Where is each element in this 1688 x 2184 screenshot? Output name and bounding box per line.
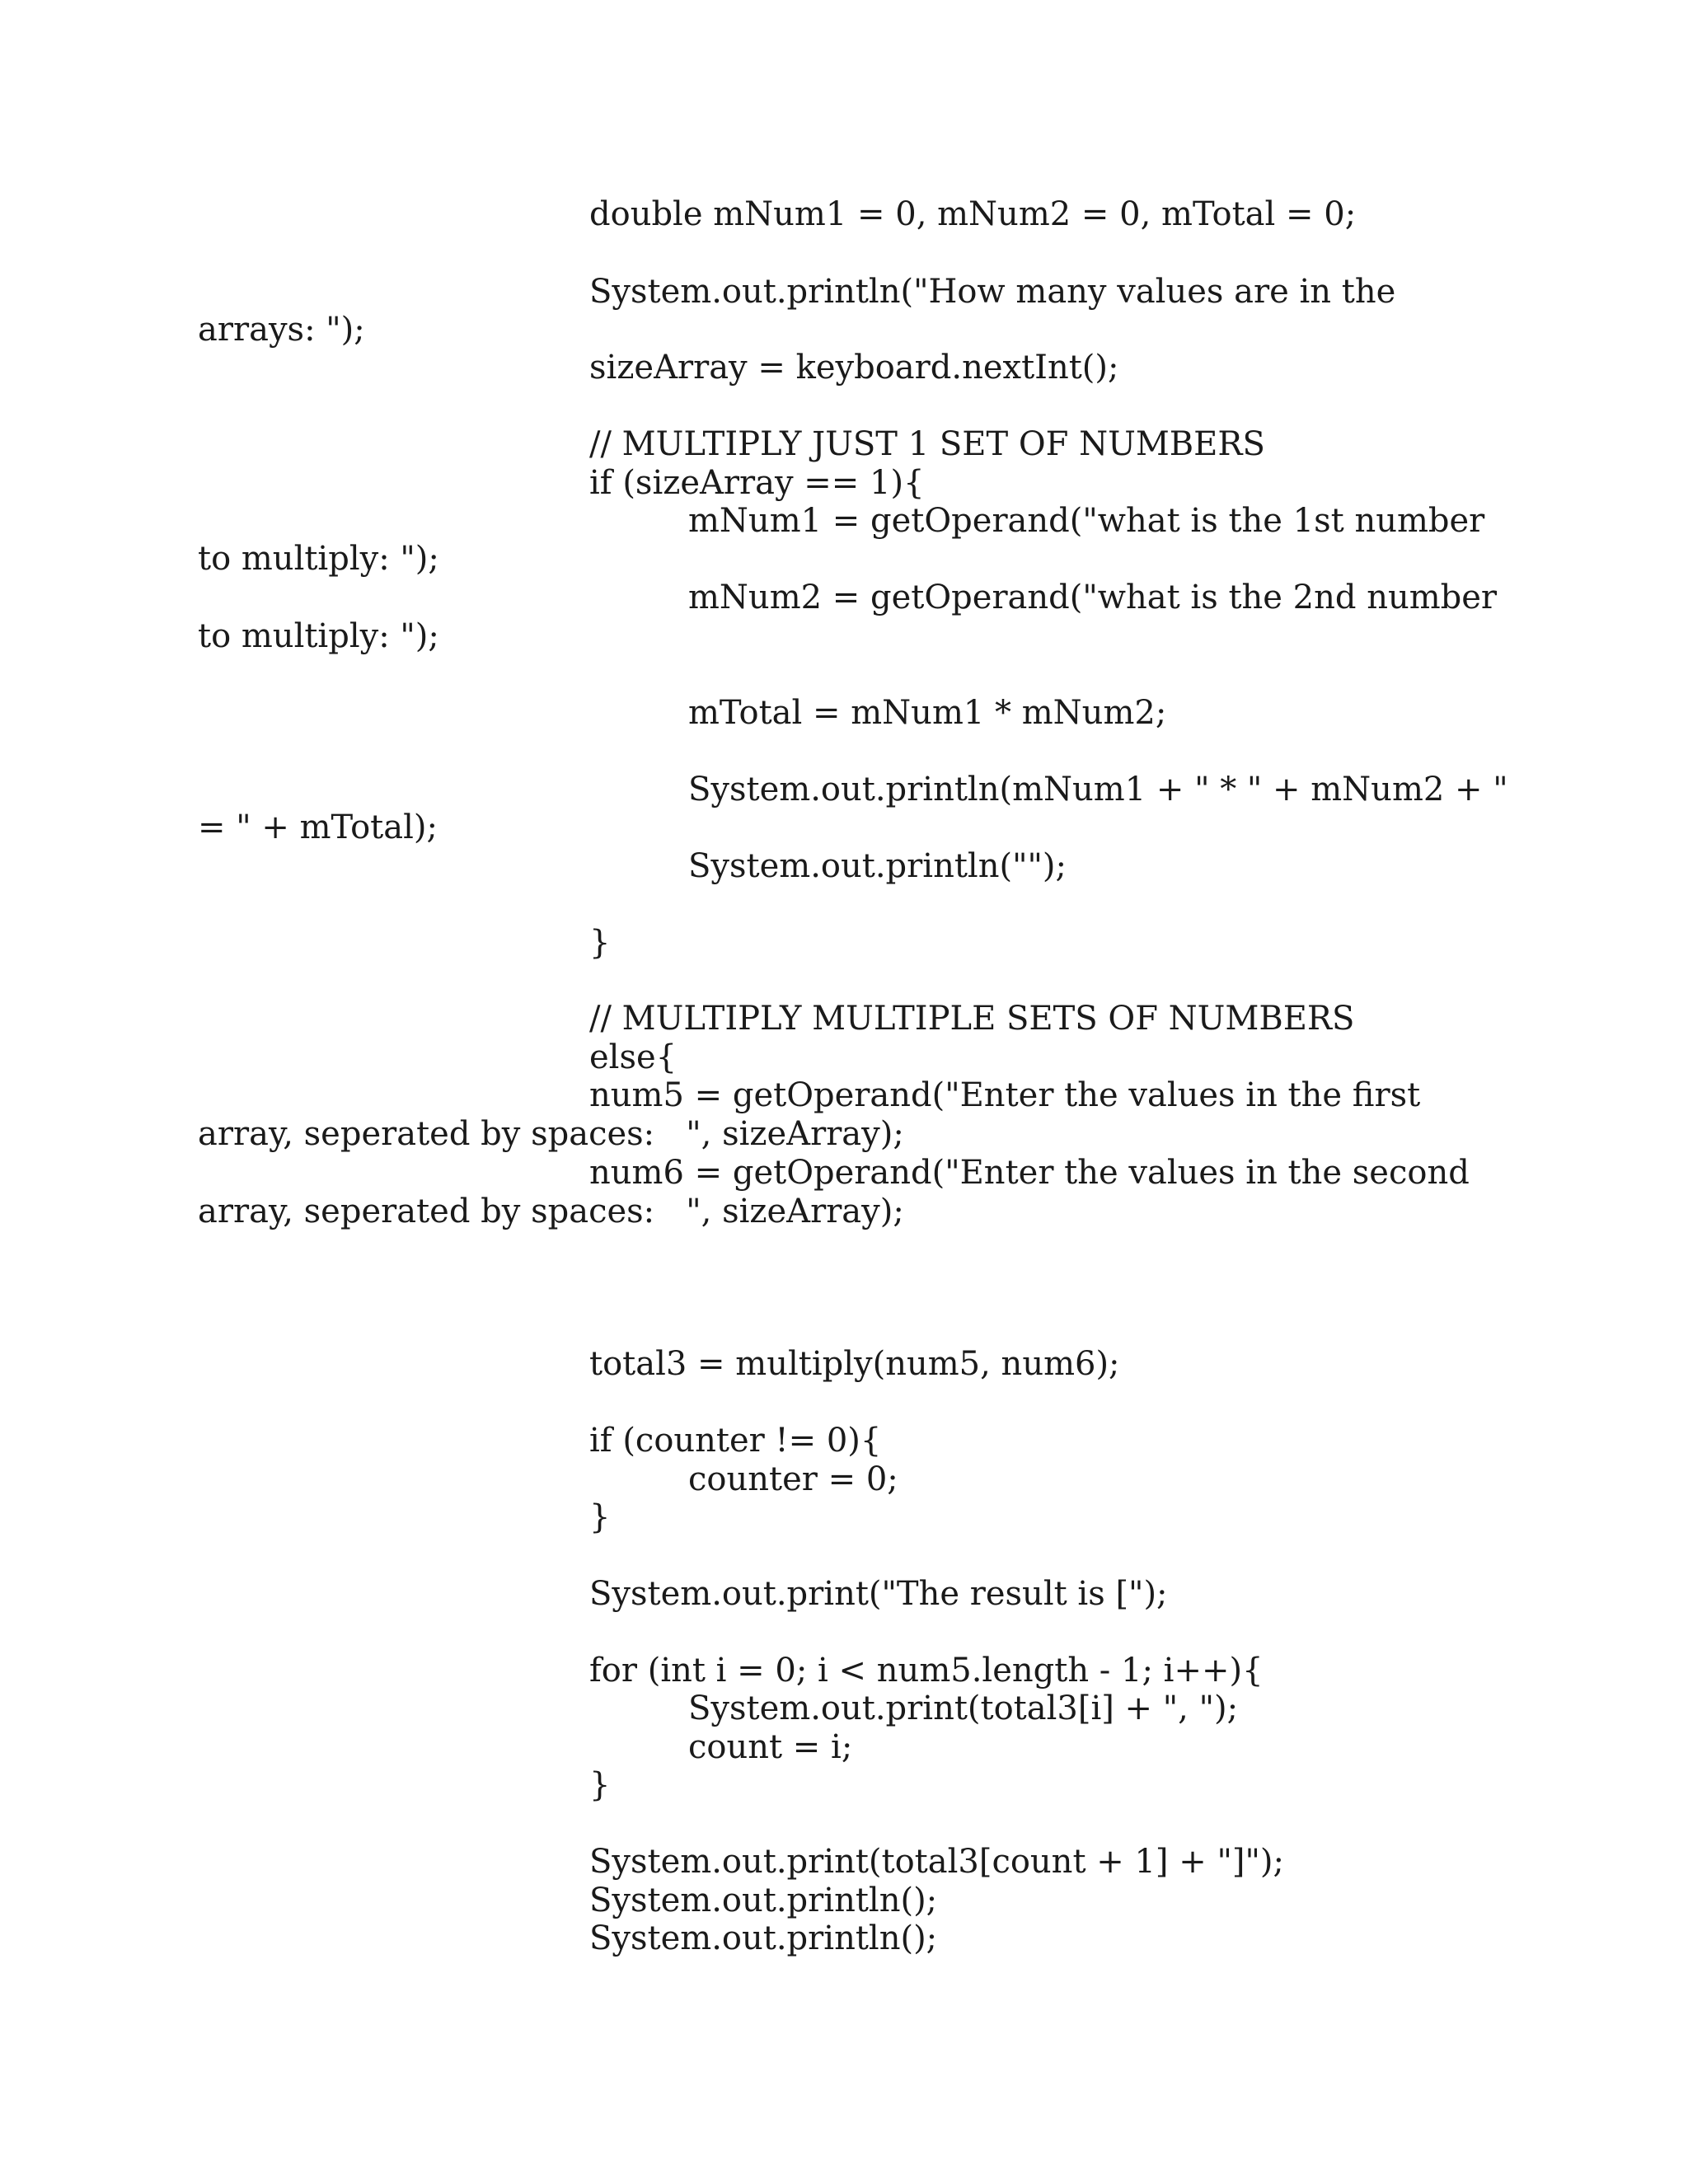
code-line: if (counter != 0){ [589, 1422, 882, 1460]
code-line: mNum1 = getOperand("what is the 1st number [688, 502, 1485, 540]
code-line: for (int i = 0; i < num5.length - 1; i++){ [589, 1652, 1264, 1690]
code-line: mNum2 = getOperand("what is the 2nd number [688, 579, 1498, 616]
code-line: } [589, 1766, 611, 1804]
code-line: counter = 0; [688, 1460, 898, 1498]
code-line: System.out.println(""); [688, 847, 1067, 885]
code-line: if (sizeArray == 1){ [589, 464, 925, 502]
code-line: to multiply: "); [198, 540, 439, 578]
code-line: System.out.println(); [589, 1882, 938, 1919]
code-line: System.out.print(total3[count + 1] + "]"); [589, 1843, 1284, 1881]
code-line: total3 = multiply(num5, num6); [589, 1345, 1120, 1383]
code-line: = " + mTotal); [198, 808, 438, 846]
code-line: arrays: "); [198, 311, 365, 349]
code-line: System.out.print(total3[i] + ", "); [688, 1690, 1239, 1727]
code-line: array, seperated by spaces: ", sizeArray); [198, 1193, 904, 1230]
code-line: System.out.print("The result is ["); [589, 1575, 1168, 1613]
code-line: count = i; [688, 1728, 853, 1766]
code-line: double mNum1 = 0, mNum2 = 0, mTotal = 0; [589, 195, 1357, 233]
code-line: mTotal = mNum1 * mNum2; [688, 694, 1167, 732]
code-line: } [589, 924, 611, 962]
code-comment: // MULTIPLY MULTIPLE SETS OF NUMBERS [589, 1000, 1355, 1038]
code-line: sizeArray = keyboard.nextInt(); [589, 349, 1119, 387]
code-line: System.out.println(mNum1 + " * " + mNum2 + " [688, 771, 1508, 808]
code-line: System.out.println(); [589, 1919, 938, 1957]
code-line: } [589, 1498, 611, 1536]
code-line: array, seperated by spaces: ", sizeArray); [198, 1115, 904, 1153]
code-comment: // MULTIPLY JUST 1 SET OF NUMBERS [589, 425, 1265, 463]
code-line: num5 = getOperand("Enter the values in the first [589, 1076, 1421, 1114]
code-line: num6 = getOperand("Enter the values in the second [589, 1154, 1470, 1192]
code-line: to multiply: "); [198, 617, 439, 655]
code-line: System.out.println("How many values are in the [589, 273, 1396, 311]
code-line: else{ [589, 1038, 678, 1076]
